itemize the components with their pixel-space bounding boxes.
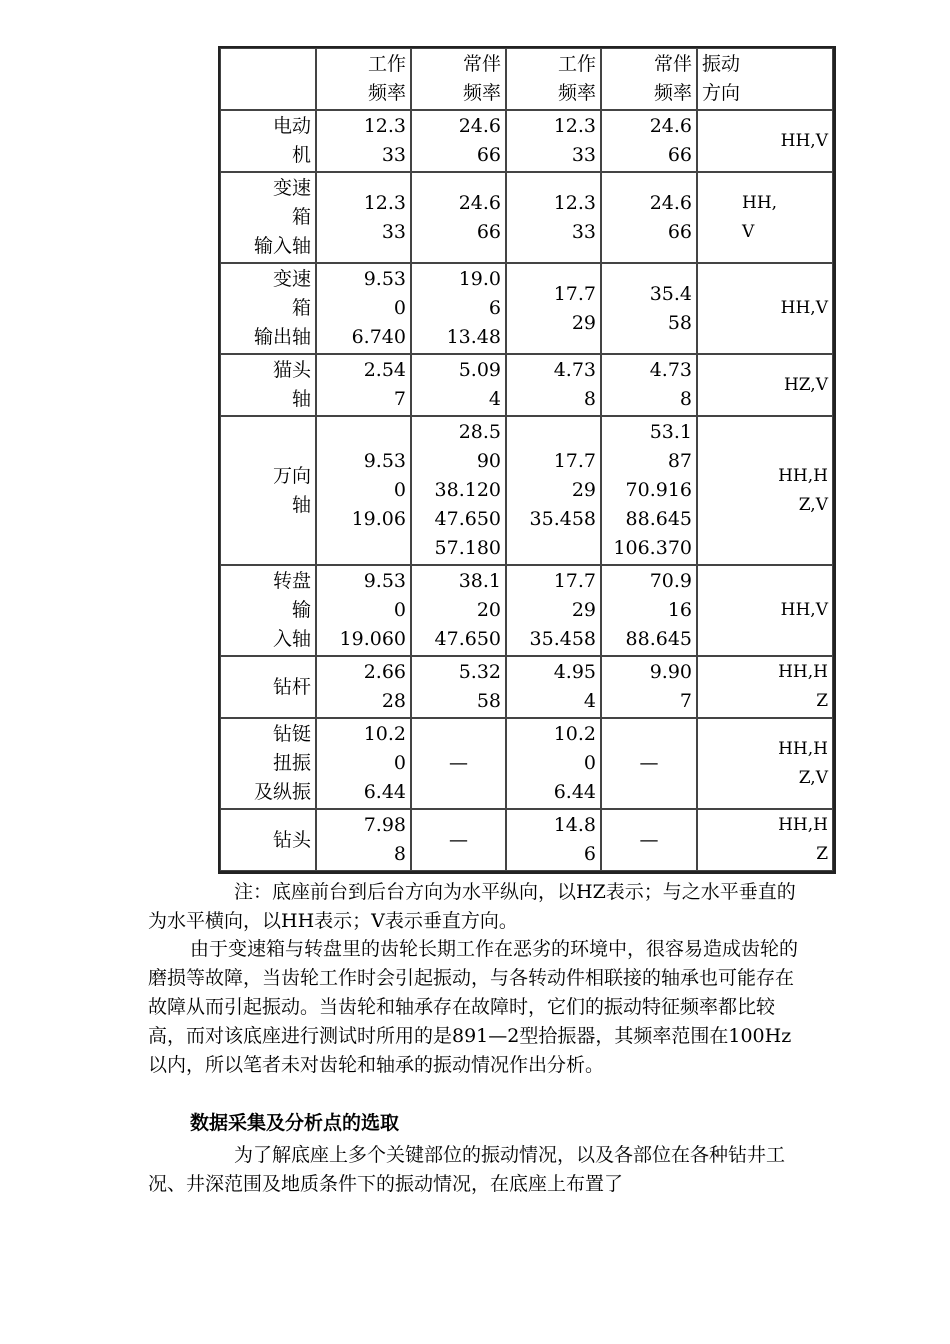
header-cell: 常伴 频率 <box>411 48 506 110</box>
row-label: 变速 箱 输出轴 <box>220 263 316 354</box>
row-label: 钻铤 扭振 及纵振 <box>220 718 316 809</box>
row-label: 电动 机 <box>220 110 316 172</box>
table-cell: 10.2 0 6.44 <box>506 718 601 809</box>
table-row <box>220 172 833 263</box>
table-cell: 19.0 6 13.48 <box>411 263 506 354</box>
section-heading: 数据采集及分析点的选取 <box>190 1112 400 1134</box>
direction-cell: HH, V <box>697 172 833 263</box>
vibration-frequency-table-wrapper <box>218 46 836 874</box>
body-paragraph: 由于变速箱与转盘里的齿轮长期工作在恶劣的环境中，很容易造成齿轮的磨损等故障，当齿轮工作时会引起振动，与各转动件相联接的轴承也可能存在故障从而引起振动。当齿轮和轴承存在故障时，它们的振动特征频率都比较高，而对该底座进行测试时所用的是891—2型拾振器，其频率范围在100Hz以内，所以笔者未对齿轮和轴承的振动情况作出分析。 <box>148 938 799 1076</box>
table-header-row <box>220 48 833 110</box>
table-cell: 9.53 0 6.740 <box>316 263 411 354</box>
vibration-frequency-table <box>218 46 836 874</box>
direction-cell: HH,V <box>697 565 833 656</box>
table-cell: 9.90 7 <box>601 656 697 718</box>
table-row <box>220 110 833 172</box>
table-cell: — <box>601 809 697 871</box>
table-cell: 24.6 66 <box>411 110 506 172</box>
header-cell: 工作 频率 <box>506 48 601 110</box>
body-paragraph: 为了解底座上多个关键部位的振动情况，以及各部位在各种钻井工况、井深范围及地质条件下的振动情况，在底座上布置了 <box>148 1144 786 1195</box>
table-cell: 14.8 6 <box>506 809 601 871</box>
row-label: 万向 轴 <box>220 416 316 565</box>
table-cell: 24.6 66 <box>601 172 697 263</box>
table-row <box>220 263 833 354</box>
table-cell: 10.2 0 6.44 <box>316 718 411 809</box>
direction-cell: HH,H Z,V <box>697 718 833 809</box>
table-row <box>220 656 833 718</box>
table-cell: 24.6 66 <box>601 110 697 172</box>
header-cell: 工作 频率 <box>316 48 411 110</box>
table-cell: 12.3 33 <box>506 172 601 263</box>
table-cell: 35.4 58 <box>601 263 697 354</box>
table-cell: 12.3 33 <box>506 110 601 172</box>
direction-cell: HH,V <box>697 263 833 354</box>
table-row <box>220 354 833 416</box>
table-row <box>220 718 833 809</box>
table-cell: 12.3 33 <box>316 172 411 263</box>
table-cell: 53.1 87 70.916 88.645 106.370 <box>601 416 697 565</box>
table-cell: 24.6 66 <box>411 172 506 263</box>
table-cell: 17.7 29 35.458 <box>506 416 601 565</box>
table-note: 注：底座前台到后台方向为水平纵向，以HZ表示；与之水平垂直的为水平横向，以HH表示；V表示垂直方向。 <box>148 881 796 932</box>
table-cell: 2.66 28 <box>316 656 411 718</box>
table-cell: 9.53 0 19.060 <box>316 565 411 656</box>
table-cell: 17.7 29 <box>506 263 601 354</box>
table-cell: 4.73 8 <box>601 354 697 416</box>
table-cell: 38.1 20 47.650 <box>411 565 506 656</box>
table-cell: 7.98 8 <box>316 809 411 871</box>
table-row <box>220 565 833 656</box>
row-label: 钻杆 <box>220 656 316 718</box>
direction-cell: HH,H Z <box>697 656 833 718</box>
direction-cell: HH,V <box>697 110 833 172</box>
header-cell: 振动 方向 <box>697 48 833 110</box>
table-cell: — <box>411 809 506 871</box>
header-cell <box>220 48 316 110</box>
table-row <box>220 809 833 871</box>
direction-cell: HH,H Z <box>697 809 833 871</box>
table-cell: — <box>411 718 506 809</box>
header-cell: 常伴 频率 <box>601 48 697 110</box>
table-cell: 4.95 4 <box>506 656 601 718</box>
row-label: 变速 箱 输入轴 <box>220 172 316 263</box>
table-cell: 5.09 4 <box>411 354 506 416</box>
table-cell: 5.32 58 <box>411 656 506 718</box>
table-cell: 2.54 7 <box>316 354 411 416</box>
table-cell: 9.53 0 19.06 <box>316 416 411 565</box>
table-cell: 17.7 29 35.458 <box>506 565 601 656</box>
row-label: 猫头 轴 <box>220 354 316 416</box>
table-cell: 4.73 8 <box>506 354 601 416</box>
table-cell: — <box>601 718 697 809</box>
table-cell: 70.9 16 88.645 <box>601 565 697 656</box>
table-cell: 28.5 90 38.120 47.650 57.180 <box>411 416 506 565</box>
table-cell: 12.3 33 <box>316 110 411 172</box>
direction-cell: HZ,V <box>697 354 833 416</box>
table-row <box>220 416 833 565</box>
direction-cell: HH,H Z,V <box>697 416 833 565</box>
row-label: 转盘 输 入轴 <box>220 565 316 656</box>
row-label: 钻头 <box>220 809 316 871</box>
